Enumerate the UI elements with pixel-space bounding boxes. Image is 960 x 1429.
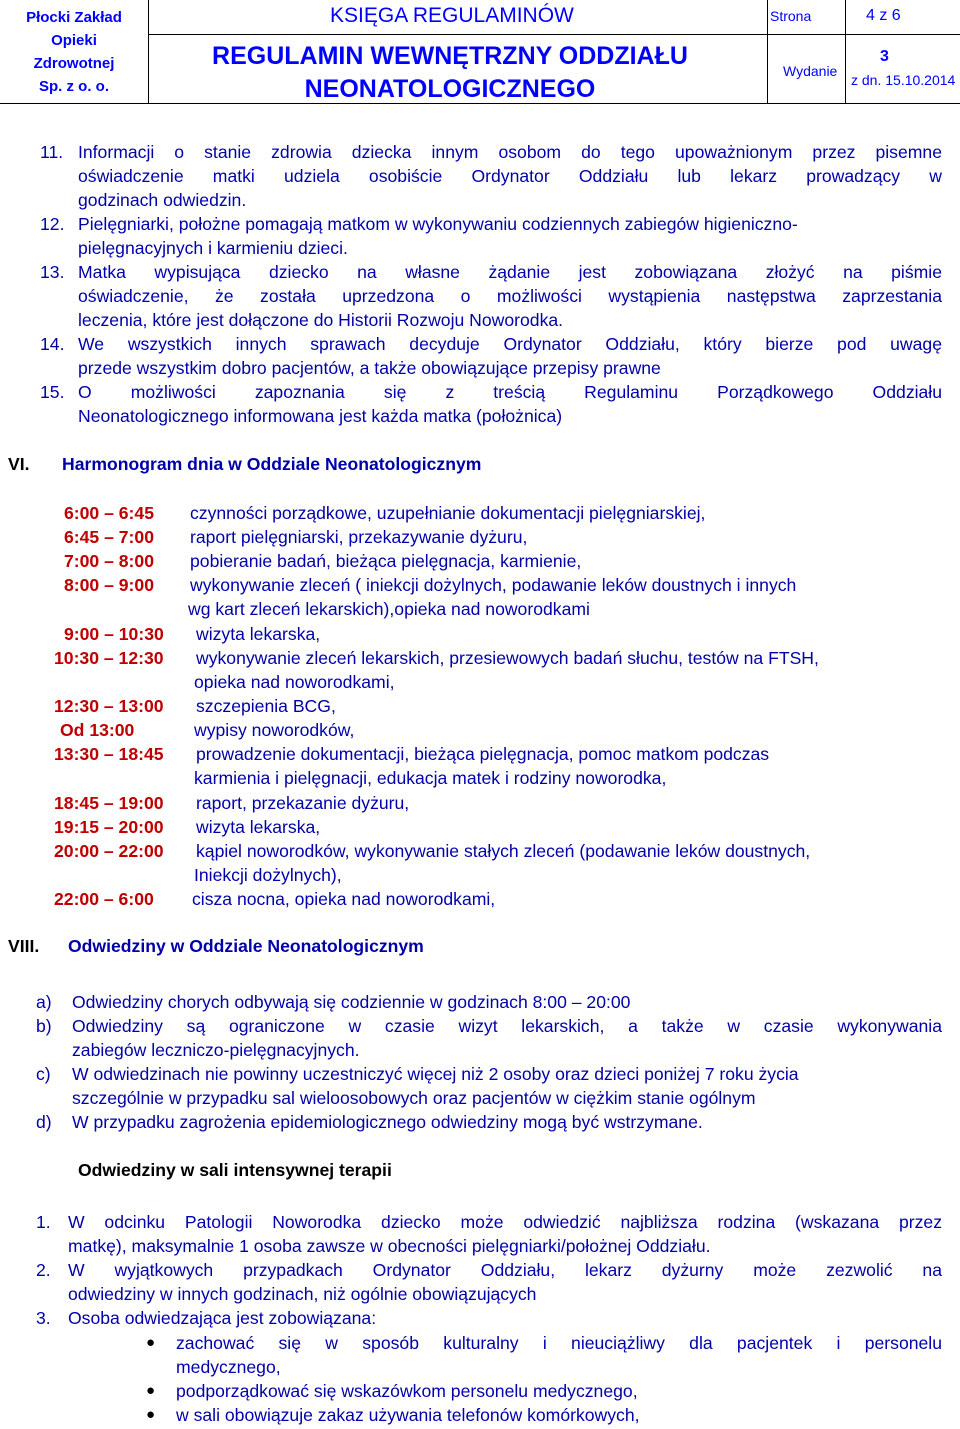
icu-point-number: 3. xyxy=(36,1308,51,1328)
schedule-description: opieka nad noworodkami, xyxy=(194,672,395,692)
schedule-time: 10:30 – 12:30 xyxy=(54,648,164,668)
icu-point-line: odwiedziny w innych godzinach, niż ogólnie obowiązujących xyxy=(68,1284,537,1304)
point-line: przede wszystkim dobro pacjentów, a także obowiązujące przepisy prawne xyxy=(78,358,661,378)
point-line: godzinach odwiedzin. xyxy=(78,190,247,210)
company-line: Płocki Zakład xyxy=(26,9,122,26)
obligation-line: zachować się w sposób kulturalny i nieuciążliwy dla pacjentek i personelu xyxy=(176,1333,942,1353)
schedule-time: 7:00 – 8:00 xyxy=(64,551,154,571)
icu-point-line: matkę), maksymalnie 1 osoba zawsze w obecności pielęgniarki/położnej Oddziału. xyxy=(68,1236,711,1256)
icu-point-number: 2. xyxy=(36,1260,51,1280)
point-number: 15. xyxy=(40,382,65,402)
edition-label: Wydanie xyxy=(783,63,838,79)
schedule-description: cisza nocna, opieka nad noworodkami, xyxy=(192,889,496,909)
visit-line: szczególnie w przypadku sal wieloosobowych oraz pacjentów w ciężkim stanie ogólnym xyxy=(72,1088,756,1108)
section-number: VIII. xyxy=(8,936,40,956)
header-divider xyxy=(148,34,960,35)
schedule-description: wg kart zleceń lekarskich),opieka nad noworodkami xyxy=(188,599,590,619)
point-number: 12. xyxy=(40,214,65,234)
bullet-icon: ● xyxy=(146,1334,156,1351)
schedule-time: 12:30 – 13:00 xyxy=(54,696,164,716)
obligation-line: w sali obowiązuje zakaz używania telefonów komórkowych, xyxy=(176,1405,640,1425)
icu-point-line: W odcinku Patologii Noworodka dziecko może odwiedzić najbliższa rodzina (wskazana przez xyxy=(68,1212,942,1232)
schedule-description: wypisy noworodków, xyxy=(194,720,355,740)
header-divider xyxy=(845,0,846,104)
point-line: oświadczenie matki udziela osobiście Ordynator Oddziału lub lekarz prowadzący w xyxy=(78,166,942,186)
schedule-time: 6:45 – 7:00 xyxy=(64,527,154,547)
point-line: leczenia, które jest dołączone do Historii Rozwoju Noworodka. xyxy=(78,310,564,330)
regulation-title xyxy=(150,40,750,106)
header-divider xyxy=(767,0,768,104)
point-line: oświadczenie, że została uprzedzona o możliwości wystąpienia następstwa zaprzestania xyxy=(78,286,942,306)
bullet-icon: ● xyxy=(146,1382,156,1399)
subsection-title: Odwiedziny w sali intensywnej terapii xyxy=(78,1160,392,1180)
point-line: O możliwości zapoznania się z treścią Regulaminu Porządkowego Oddziału xyxy=(78,382,942,402)
visit-line: Odwiedziny są ograniczone w czasie wizyt lekarskich, a także w czasie wykonywania xyxy=(72,1016,942,1036)
schedule-description: Iniekcji dożylnych), xyxy=(194,865,342,885)
schedule-time: 8:00 – 9:00 xyxy=(64,575,154,595)
document-header xyxy=(0,0,960,104)
obligation-line: podporządkować się wskazówkom personelu medycznego, xyxy=(176,1381,638,1401)
schedule-description: wykonywanie zleceń ( iniekcji dożylnych, podawanie leków doustnych i innych xyxy=(190,575,797,595)
icu-point-line: W wyjątkowych przypadkach Ordynator Oddziału, lekarz dyżurny może zezwolić na xyxy=(68,1260,942,1280)
visit-letter: c) xyxy=(36,1064,51,1084)
schedule-description: wizyta lekarska, xyxy=(196,817,321,837)
regulation-title-line: REGULAMIN WEWNĘTRZNY ODDZIAŁU xyxy=(212,42,688,70)
point-line: Matka wypisująca dziecko na własne żądanie jest zobowiązana złożyć na piśmie xyxy=(78,262,942,282)
schedule-description: wykonywanie zleceń lekarskich, przesiewowych badań słuchu, testów na FTSH, xyxy=(196,648,819,668)
icu-point-number: 1. xyxy=(36,1212,51,1232)
point-line: pielęgnacyjnych i karmieniu dzieci. xyxy=(78,238,348,258)
point-line: Informacji o stanie zdrowia dziecka innym osobom do tego upoważnionym przez pisemne xyxy=(78,142,942,162)
schedule-time: 19:15 – 20:00 xyxy=(54,817,164,837)
schedule-description: kąpiel noworodków, wykonywanie stałych zleceń (podawanie leków doustnych, xyxy=(196,841,811,861)
schedule-description: czynności porządkowe, uzupełnianie dokumentacji pielęgniarskiej, xyxy=(190,503,706,523)
bullet-icon: ● xyxy=(146,1406,156,1423)
visit-letter: b) xyxy=(36,1016,52,1036)
point-number: 13. xyxy=(40,262,65,282)
schedule-description: raport, przekazanie dyżuru, xyxy=(196,793,410,813)
company-line: Opieki xyxy=(51,32,97,49)
visit-line: W odwiedzinach nie powinny uczestniczyć więcej niż 2 osoby oraz dzieci poniżej 7 roku życia xyxy=(72,1064,799,1084)
point-number: 11. xyxy=(40,142,64,162)
regulation-title-line: NEONATOLOGICZNEGO xyxy=(304,75,596,103)
schedule-description: prowadzenie dokumentacji, bieżąca pielęgnacja, pomoc matkom podczas xyxy=(196,744,770,764)
visit-line: zabiegów leczniczo-pielęgnacyjnych. xyxy=(72,1040,360,1060)
header-divider xyxy=(148,0,149,104)
schedule-time: Od 13:00 xyxy=(60,720,135,740)
company-line: Zdrowotnej xyxy=(33,55,115,72)
schedule-description: wizyta lekarska, xyxy=(196,624,321,644)
edition-date: z dn. 15.10.2014 xyxy=(851,72,956,88)
schedule-description: pobieranie badań, bieżąca pielęgnacja, karmienie, xyxy=(190,551,582,571)
section-number: VI. xyxy=(8,454,30,474)
edition-number: 3 xyxy=(880,48,889,65)
company-line: Sp. z o. o. xyxy=(39,78,109,95)
schedule-time: 13:30 – 18:45 xyxy=(54,744,164,764)
visit-line: W przypadku zagrożenia epidemiologicznego odwiedziny mogą być wstrzymane. xyxy=(72,1112,703,1132)
visit-letter: d) xyxy=(36,1112,52,1132)
schedule-description: raport pielęgniarski, przekazywanie dyżuru, xyxy=(190,527,528,547)
point-line: We wszystkich innych sprawach decyduje Ordynator Oddziału, który bierze pod uwagę xyxy=(78,334,942,354)
visit-letter: a) xyxy=(36,992,52,1012)
section-title: Harmonogram dnia w Oddziale Neonatologicznym xyxy=(62,454,482,474)
page-number: 4 z 6 xyxy=(866,7,901,24)
schedule-time: 20:00 – 22:00 xyxy=(54,841,164,861)
schedule-time: 22:00 – 6:00 xyxy=(54,889,154,909)
obligation-line: medycznego, xyxy=(176,1357,281,1377)
visit-line: Odwiedziny chorych odbywają się codziennie w godzinach 8:00 – 20:00 xyxy=(72,992,631,1012)
point-line: Neonatologicznego informowana jest każda matka (położnica) xyxy=(78,406,563,426)
point-number: 14. xyxy=(40,334,65,354)
icu-point-line: Osoba odwiedzająca jest zobowiązana: xyxy=(68,1308,377,1328)
company-name xyxy=(0,6,148,98)
schedule-description: karmienia i pielęgnacji, edukacja matek i rodziny noworodka, xyxy=(194,768,667,788)
schedule-description: szczepienia BCG, xyxy=(196,696,336,716)
point-line: Pielęgniarki, położne pomagają matkom w wykonywaniu codziennych zabiegów higieniczno- xyxy=(78,214,798,234)
book-title: KSIĘGA REGULAMINÓW xyxy=(330,4,574,27)
schedule-time: 6:00 – 6:45 xyxy=(64,503,154,523)
schedule-time: 18:45 – 19:00 xyxy=(54,793,164,813)
schedule-time: 9:00 – 10:30 xyxy=(64,624,164,644)
section-title: Odwiedziny w Oddziale Neonatologicznym xyxy=(68,936,424,956)
page-label: Strona xyxy=(770,8,812,24)
